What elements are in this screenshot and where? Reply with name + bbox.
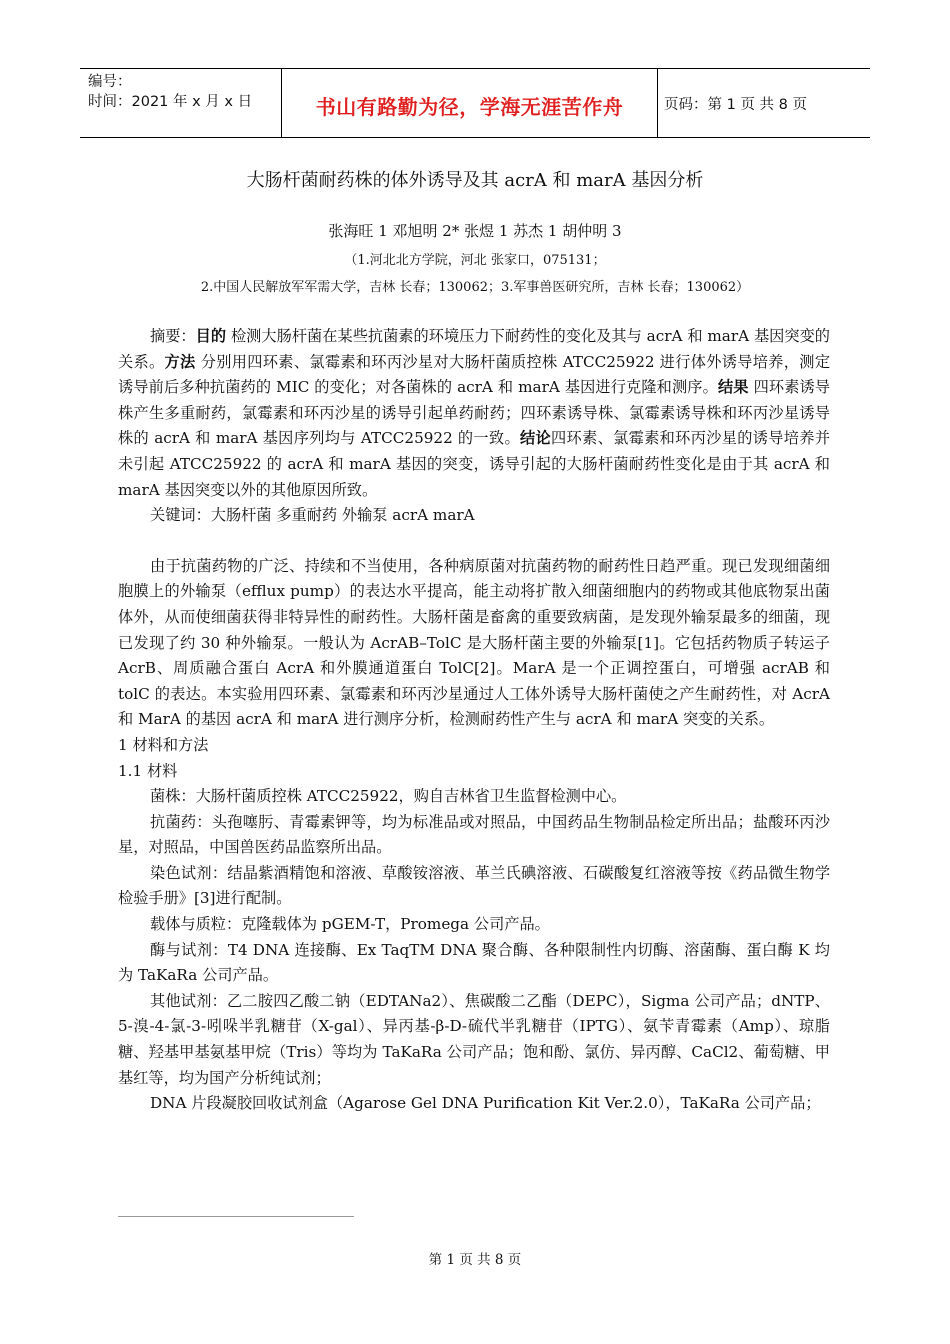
document-number-label: 编号：	[88, 74, 132, 90]
materials-vector: 载体与质粒：克隆载体为 pGEM-T，Promega 公司产品。	[150, 915, 550, 934]
article-title	[0, 166, 950, 192]
paragraph-gap	[118, 529, 830, 554]
abstract-paragraph	[118, 324, 830, 503]
header-motto: 书山有路勤为径，学海无涯苦作舟	[315, 94, 624, 119]
page-footer: 第 1 页 共 8 页	[428, 1252, 522, 1268]
materials-strain: 菌株：大肠杆菌质控株 ATCC25922，购自吉林省卫生监督检测中心。	[150, 787, 627, 806]
header-page-info: 页码：第 1 页 共 8 页	[664, 96, 807, 113]
section-heading-1: 1 材料和方法	[118, 735, 209, 754]
header-meta	[80, 69, 282, 137]
intro-paragraph: 由于抗菌药物的广泛、持续和不当使用，各种病原菌对抗菌药物的耐药性日趋严重。现已发现细菌细胞膜上的外输泵（efflux pump）的表达水平提高，能主动将扩散入细菌细胞内的药物或其他底物泵出菌体外，从而使细菌获得非特异性的耐药性。大肠杆菌是畜禽的重要致病菌，是发现外输泵最多的细菌，现已发现了约 30 种外输泵。一般认为 AcrAB–TolC 是大肠杆菌主要的外输泵[1]。它包括药物质子转运子 AcrB、周质融合蛋白 AcrA 和外膜通道蛋白 TolC[2]。MarA 是一个正调控蛋白，可增强 acrAB 和 tolC 的表达。本实验用四环素、氯霉素和环丙沙星通过人工体外诱导大肠杆菌使之产生耐药性，对 AcrA 和 MarA 的基因 acrA 和 marA 进行测序分析，检测耐药性产生与 acrA 和 marA 突变的关系。	[118, 556, 830, 729]
document-date: 时间：2021 年 x 月 x 日	[88, 94, 253, 110]
abstract-conclusion-text: 四环素、氯霉素和环丙沙星的诱导培养并未引起 ATCC25922 的 acrA 和 marA 基因的突变，诱导引起的大肠杆菌耐药性变化是由于其 acrA 和 marA 基因突变以外的其他原因所致。	[118, 429, 831, 499]
abstract-label: 摘要：	[150, 327, 196, 345]
footnote-separator	[118, 1216, 354, 1217]
affiliation-line-2: 2.中国人民解放军军需大学，吉林 长春；130062；3.军事兽医研究所，吉林 长春；130062）	[200, 280, 750, 295]
materials-stain: 染色试剂：结晶紫酒精饱和溶液、草酸铵溶液、革兰氏碘溶液、石碳酸复红溶液等按《药品微生物学检验手册》[3]进行配制。	[118, 863, 830, 908]
materials-other-reagents: 其他试剂：乙二胺四乙酸二钠（EDTANa2）、焦碳酸二乙酯（DEPC），Sigma 公司产品；dNTP、5-溴-4-氯-3-吲哚半乳糖苷（X-gal）、异丙基-β-D-硫代半乳糖苷（IPTG）、氨苄青霉素（Amp）、琼脂糖、羟基甲基氨基甲烷（Tris）等均为 TaKaRa 公司产品；饱和酚、氯仿、异丙醇、CaCl2、葡萄糖、甲基红等，均为国产分析纯试剂；	[118, 991, 830, 1087]
abstract-aim-text: 检测大肠杆菌在某些抗菌素的环境压力下耐药性的变化及其与 acrA 和 marA 基因突变的关系。	[118, 327, 830, 371]
materials-kit: DNA 片段凝胶回收试剂盒（Agarose Gel DNA Purification Kit Ver.2.0），TaKaRa 公司产品；	[150, 1094, 821, 1113]
abstract-method-text: 分别用四环素、氯霉素和环丙沙星对大肠杆菌质控株 ATCC25922 进行体外诱导培养，测定诱导前后多种抗菌药的 MIC 的变化；对各菌株的 acrA 和 marA 基因进行克隆和测序。	[118, 352, 831, 397]
section-heading-1-1: 1.1 材料	[118, 761, 178, 780]
abstract-aim-label: 目的	[195, 327, 227, 345]
abstract-method-label: 方法	[164, 352, 196, 371]
keywords: 关键词：大肠杆菌 多重耐药 外输泵 acrA marA	[150, 506, 475, 525]
materials-enzymes: 酶与试剂：T4 DNA 连接酶、Ex TaqTM DNA 聚合酶、各种限制性内切酶、溶菌酶、蛋白酶 K 均为 TaKaRa 公司产品。	[118, 940, 830, 985]
materials-antibiotics: 抗菌药：头孢噻肟、青霉素钾等，均为标准品或对照品，中国药品生物制品检定所出品；盐酸环丙沙星，对照品，中国兽医药品监察所出品。	[118, 812, 830, 857]
article-authors: 张海旺 1 邓旭明 2* 张煜 1 苏杰 1 胡仲明 3	[328, 222, 622, 240]
article-title-text: 大肠杆菌耐药株的体外诱导及其 acrA 和 marA 基因分析	[246, 170, 704, 191]
header-motto-cell	[282, 69, 658, 137]
page-header	[80, 68, 870, 138]
abstract-conclusion-label: 结论	[519, 429, 552, 448]
abstract-result-label: 结果	[717, 378, 749, 397]
header-page-info-cell	[658, 69, 870, 137]
article-body	[118, 324, 830, 1117]
affiliation-line-1: （1.河北北方学院，河北 张家口，075131；	[344, 253, 606, 268]
abstract-result-text: 四环素诱导株产生多重耐药，氯霉素和环丙沙星的诱导引起单药耐药；四环素诱导株、氯霉素诱导株和环丙沙星诱导株的 acrA 和 marA 基因序列均与 ATCC25922 的一致。	[118, 378, 831, 448]
